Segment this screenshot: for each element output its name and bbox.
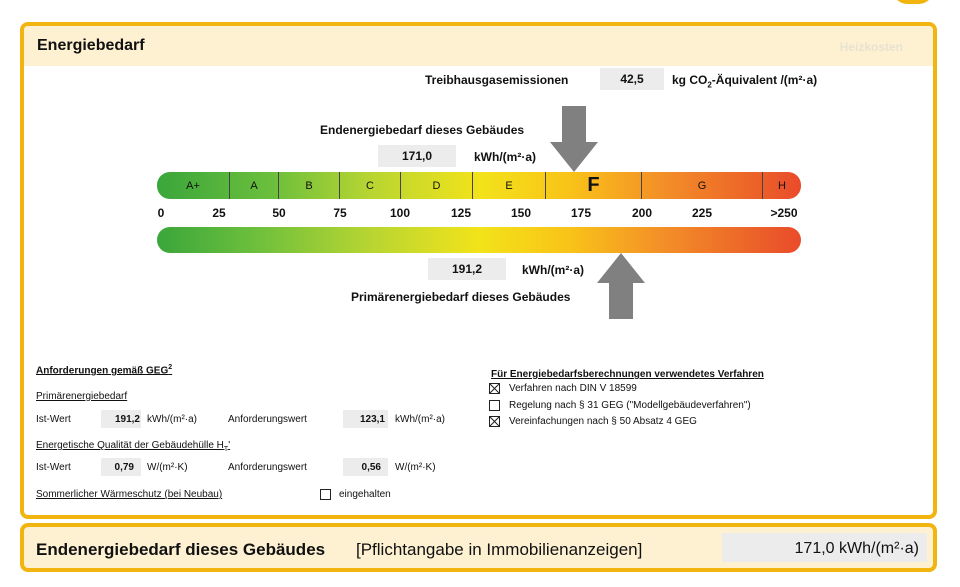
scale-tick: 0: [157, 206, 165, 220]
primary-ist-label: Ist-Wert: [36, 414, 71, 425]
primary-energy-value: 191,2: [428, 258, 506, 280]
envelope-heading: Energetische Qualität der Gebäudehülle $H_T'$: [36, 440, 231, 453]
primary-energy-arrow-icon: [597, 253, 645, 319]
class-segment: A: [230, 172, 279, 199]
primary-ist-value: 191,2: [114, 414, 140, 425]
class-segment: A+: [157, 172, 230, 199]
requirements-heading: Anforderungen gemäß GEG$^2$: [36, 364, 173, 377]
emissions-value: 42,5: [600, 68, 664, 90]
primary-energy-scale: [157, 227, 801, 253]
scale-tick: 200: [631, 206, 653, 220]
scale-tick: 50: [272, 206, 286, 220]
method-label-simplified: Vereinfachungen nach § 50 Absatz 4 GEG: [509, 416, 697, 427]
scale-tick: >250: [770, 206, 798, 220]
envelope-ist-value: 0,79: [114, 462, 134, 473]
method-checkbox-din[interactable]: [489, 383, 500, 394]
envelope-ist-unit: W/(m²·K): [147, 462, 188, 473]
footer-note: [Pflichtangabe in Immobilienanzeigen]: [356, 540, 643, 559]
class-segment: E: [473, 172, 546, 199]
class-segment: D: [401, 172, 473, 199]
method-checkbox-model[interactable]: [489, 400, 500, 411]
scale-tick: 175: [570, 206, 592, 220]
class-segment: C: [340, 172, 401, 199]
energy-class-scale: [157, 172, 801, 199]
primary-anf-label: Anforderungswert: [228, 414, 307, 425]
summer-protection-checkbox[interactable]: [320, 489, 331, 500]
corner-decoration: [893, 0, 933, 4]
scale-tick: 25: [212, 206, 226, 220]
panel-title: Energiebedarf: [37, 37, 145, 54]
end-energy-unit: kWh/(m²·a): [474, 150, 536, 164]
scale-tick: 75: [333, 206, 347, 220]
primary-anf-unit: kWh/(m²·a): [395, 414, 445, 425]
method-label-din: Verfahren nach DIN V 18599: [509, 383, 637, 394]
primary-ist-unit: kWh/(m²·a): [147, 414, 197, 425]
scale-tick: 225: [691, 206, 713, 220]
summer-protection-label: Sommerlicher Wärmeschutz (bei Neubau): [36, 489, 223, 500]
emissions-label: Treibhausgasemissionen: [425, 73, 569, 87]
method-checkbox-simplified[interactable]: [489, 416, 500, 427]
method-label-model: Regelung nach § 31 GEG ("Modellgebäudeverfahren"): [509, 400, 751, 411]
scale-tick: 125: [450, 206, 472, 220]
primary-requirement-heading: Primärenergiebedarf: [36, 391, 128, 402]
envelope-anf-value: 0,56: [361, 462, 381, 473]
footer-title: Endenergiebedarf dieses Gebäudes: [36, 540, 326, 559]
scale-tick: 100: [389, 206, 411, 220]
summer-protection-check-label: eingehalten: [339, 489, 391, 500]
class-segment: H: [778, 179, 786, 192]
footer-bar: [20, 523, 937, 572]
primary-energy-label: Primärenergiebedarf dieses Gebäudes: [351, 290, 571, 304]
end-energy-value: 171,0: [378, 145, 456, 167]
envelope-anf-label: Anforderungswert: [228, 462, 307, 473]
end-energy-label: Endenergiebedarf dieses Gebäudes: [320, 123, 525, 137]
method-heading: Für Energiebedarfsberechnungen verwendetes Verfahren: [491, 369, 764, 380]
primary-anf-value: 123,1: [359, 414, 385, 425]
class-segment: B: [279, 172, 340, 199]
envelope-ist-label: Ist-Wert: [36, 462, 71, 473]
header-faint-text: Heizkosten: [839, 40, 903, 54]
emissions-unit: kg $CO_2$-Äquivalent /(m²·a): [672, 73, 818, 90]
envelope-anf-unit: W/(m²·K): [395, 462, 436, 473]
primary-energy-unit: kWh/(m²·a): [522, 263, 584, 277]
scale-tick: 150: [510, 206, 532, 220]
panel-header: [24, 26, 933, 66]
class-segment: G: [642, 172, 763, 199]
class-segment-active: F: [546, 172, 642, 199]
end-energy-arrow-icon: [550, 106, 598, 172]
footer-value: 171,0 kWh/(m²·a): [794, 540, 919, 557]
